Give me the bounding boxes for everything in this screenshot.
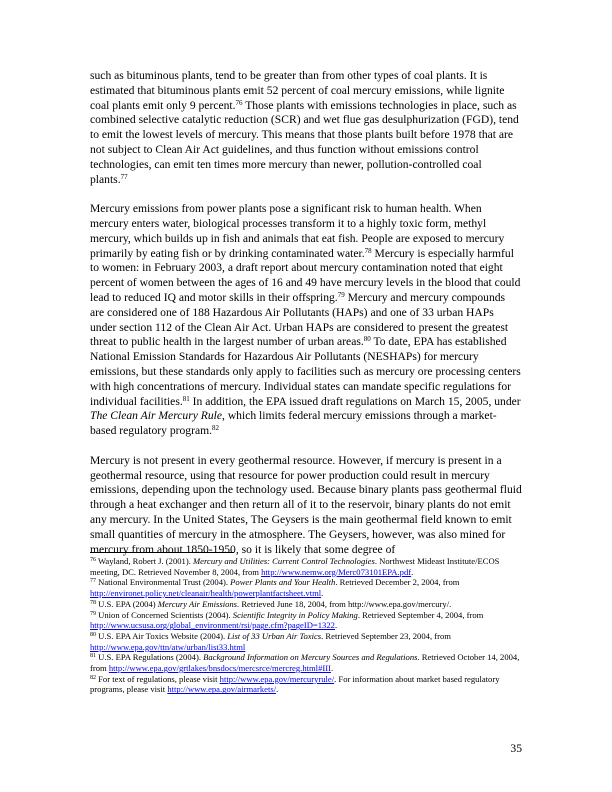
page-number: 35 <box>510 742 522 755</box>
paragraph-2-rule-title: The Clean Air Mercury Rule <box>90 409 223 423</box>
footnote-text: . <box>321 588 324 599</box>
footnote-ref-82[interactable]: 82 <box>212 424 220 433</box>
paragraph-2 <box>90 202 522 439</box>
footnote-title: Scientific Integrity in Policy Making <box>232 609 358 620</box>
footnote-link[interactable]: http://www.ucsusa.org/global_environment/rsi/page.cfm?pageID=1322 <box>90 620 335 631</box>
footnote-text: Wayland, Robert J. (2001). <box>96 556 194 566</box>
footnote-79 <box>90 610 522 631</box>
footnote-ref-79[interactable]: 79 <box>337 290 345 299</box>
footnote-text: U.S. EPA Air Toxics Website (2004). <box>96 630 228 641</box>
footnote-divider <box>90 552 234 553</box>
footnote-title: List of 33 Urban Air Toxics <box>227 630 322 641</box>
footnote-number: 80 <box>90 631 96 638</box>
footnote-link[interactable]: http://www.nemw.org/Merc073101EPA.pdf <box>261 566 412 577</box>
footnote-text: . <box>276 684 279 695</box>
footnote-77 <box>90 577 522 598</box>
paragraph-2-text-2: Mercury is especially harmful to women: in February 2003, a draft report about mercury contamination noted that eight percent of women between the ages of 16 and 49 have mercury levels in the blood that could lead to reduced IQ and motor skills in their offspring. <box>90 246 521 304</box>
footnote-ref-78[interactable]: 78 <box>364 246 372 255</box>
footnote-number: 82 <box>90 674 96 681</box>
footnote-text: U.S. EPA Regulations (2004). <box>96 652 204 663</box>
footnote-link[interactable]: http://www.epa.gov/mercuryrule/ <box>219 673 335 684</box>
paragraph-2-text-5: In addition, the EPA issued draft regulations on March 15, 2005, under <box>189 394 521 408</box>
footnote-number: 79 <box>90 610 96 617</box>
paragraph-2-text-4: To date, EPA has established National Emission Standards for Hazardous Air Pollutants (NESHAPs) for mercury emissions, but these standards only apply to facilities such as mercury ore processing centers with high concentrations of mercury. Individual states can mandate specific regulations for individual facilities. <box>90 335 521 408</box>
footnote-link[interactable]: http://environet.policy.net/cleanair/health/powerplantfactsheet.vtml <box>90 588 322 599</box>
footnote-78 <box>90 599 522 610</box>
footnote-number: 77 <box>90 578 96 585</box>
footnote-76 <box>90 556 522 577</box>
paragraph-1-text-1: such as bituminous plants, tend to be greater than from other types of coal plants. It is estimated that bituminous plants emit 52 percent of coal mercury emissions, while lignite coal plants emit only 9 percent. <box>90 69 505 112</box>
footnote-ref-81[interactable]: 81 <box>182 394 190 403</box>
footnote-text: . Retrieved October 14, 2004, from <box>90 652 520 674</box>
footnote-link[interactable]: http://www.epa.gov/grtlakes/bnsdocs/mercsrce/mercreg.html#III <box>108 663 331 674</box>
footnote-text: U.S. EPA (2004) <box>96 598 158 609</box>
footnote-text: Union of Concerned Scientists (2004). <box>96 609 233 620</box>
footnote-title: Power Plants and Your Health <box>230 577 336 588</box>
footnote-82 <box>90 674 522 695</box>
paragraph-2-text-1: Mercury emissions from power plants pose a significant risk to human health. When mercury enters water, biological processes transform it to a highly toxic form, methyl mercury, which builds up in fish and animals that eat fish. People are exposed to mercury primarily by eating fish or by drinking contaminated water. <box>90 202 505 260</box>
footnote-text: . Retrieved September 4, 2004, from <box>357 609 484 620</box>
paragraph-1-text-2: Those plants with emissions technologies in place, such as combined selective catalytic reduction (SCR) and wet flue gas desulphurization (FGD), tend to emit the lowest levels of mercury. This means that those plants built before 1978 that are not subject to Clean Air Act guidelines, and thus function without emissions control technologies, can emit ten times more mercury than newer, pollution-controlled coal plants. <box>90 98 519 186</box>
footnote-text: . <box>411 566 414 577</box>
footnote-ref-77[interactable]: 77 <box>120 172 128 181</box>
footnote-ref-76[interactable]: 76 <box>235 98 243 107</box>
footnote-title: Mercury Air Emissions <box>157 598 238 609</box>
footnote-ref-80[interactable]: 80 <box>363 335 371 344</box>
footnote-text: For text of regulations, please visit <box>96 673 220 684</box>
paragraph-2-text-3: Mercury and mercury compounds are considered one of 188 Hazardous Air Pollutants (HAPs) and one of 33 urban HAPs under section 112 of the Clean Air Act. Urban HAPs are considered to present the greatest threat to public health in the largest number of urban areas. <box>90 290 509 349</box>
footnote-number: 76 <box>90 557 96 563</box>
footnote-text: . For information about market based regulatory programs, please visit <box>90 673 500 695</box>
paragraph-3 <box>90 454 522 558</box>
footnote-81 <box>90 652 522 673</box>
footnote-text: . Northwest Mideast Institute/ECOS meeting, DC. Retrieved November 8, 2004, from <box>90 556 500 577</box>
paragraph-2-text-6: , which limits federal mercury emissions through a market-based regulatory program. <box>90 409 497 438</box>
footnote-text: . Retrieved September 23, 2004, from <box>321 630 451 641</box>
footnote-text: . Retrieved June 18, 2004, from http://www.epa.gov/mercury/. <box>237 598 452 609</box>
footnote-title: Mercury and Utilities: Current Control Technologies <box>193 556 375 566</box>
body-text <box>90 69 522 572</box>
paragraph-3-text-1: Mercury is not present in every geothermal resource. However, if mercury is present in a geothermal resource, using that resource for power production could result in mercury emissions, depending upon the technology used. Because binary plants pass geothermal fluid through a heat exchanger and then return all of it to the reservoir, binary plants do not emit any mercury. In the United States, The Geysers is the main geothermal field known to emit small quantities of mercury in the atmosphere. The Geysers, however, was also mined for mercury from about 1850-1950, so it is likely that some degree of <box>90 453 522 556</box>
footnote-text: . <box>330 663 334 674</box>
footnote-text: . <box>334 620 338 631</box>
footnote-link[interactable]: http://www.epa.gov/airmarkets/ <box>167 684 277 695</box>
footnotes <box>90 556 522 695</box>
footnote-text: . Retrieved December 2, 2004, from <box>335 577 460 588</box>
footnote-link[interactable]: http://www.epa.gov/ttn/atw/urban/list33.html <box>90 641 246 652</box>
footnote-text: National Environmental Trust (2004). <box>96 577 231 588</box>
footnote-title: Background Information on Mercury Sources and Regulations <box>203 652 418 663</box>
footnote-80 <box>90 631 522 652</box>
footnote-number: 78 <box>90 599 96 606</box>
footnote-number: 81 <box>90 653 96 660</box>
paragraph-1 <box>90 69 522 187</box>
